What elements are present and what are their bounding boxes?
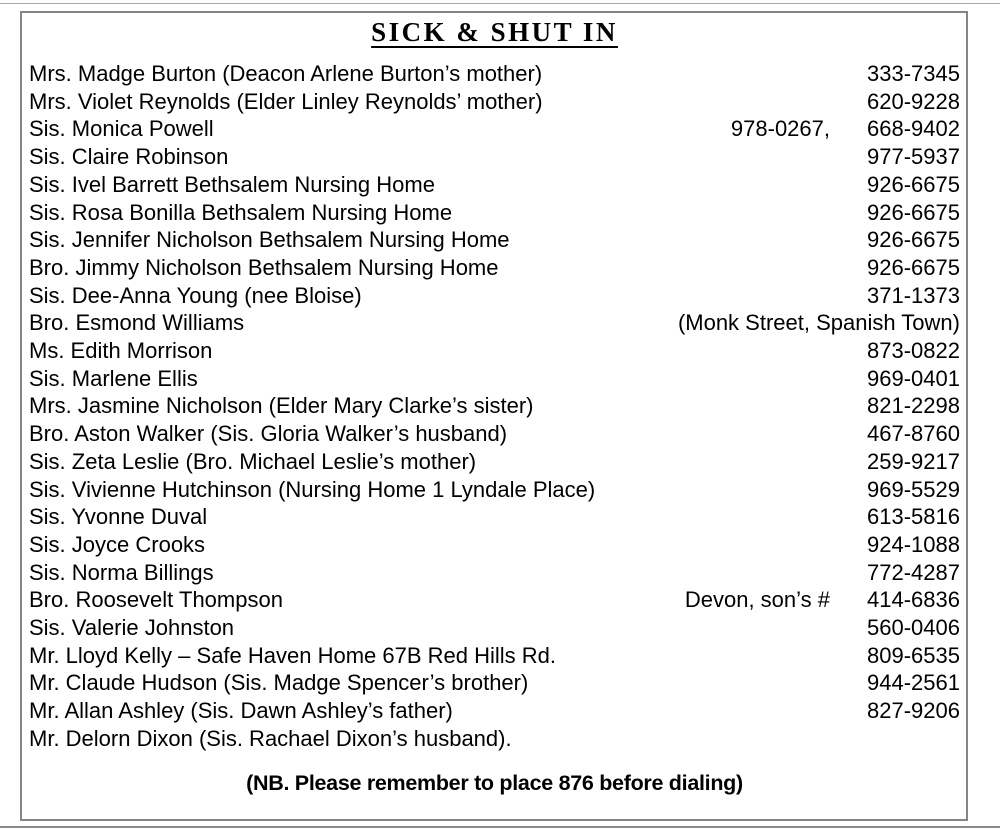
- list-item: [29, 586, 960, 614]
- entry-name: Bro. Roosevelt Thompson: [29, 587, 283, 613]
- entry-name: Mrs. Violet Reynolds (Elder Linley Reynolds’ mother): [29, 88, 543, 114]
- entry-phone: 259-9217: [867, 448, 960, 474]
- entry-phone: 873-0822: [867, 338, 960, 364]
- entry-name: Sis. Norma Billings: [29, 559, 214, 585]
- entry-name: Ms. Edith Morrison: [29, 338, 213, 364]
- entry-phone: 924-1088: [867, 531, 960, 557]
- entry-name: Mr. Allan Ashley (Sis. Dawn Ashley’s father): [29, 698, 453, 724]
- page-title: SICK & SHUT IN: [371, 17, 618, 47]
- list-item: [29, 226, 960, 254]
- entry-name: Sis. Yvonne Duval: [29, 504, 208, 530]
- entry-name: Bro. Aston Walker (Sis. Gloria Walker’s husband): [29, 421, 508, 447]
- list-item: [29, 365, 960, 393]
- list-item: [29, 199, 960, 227]
- entry-note: 978-0267,: [730, 116, 830, 142]
- entry-phone: 467-8760: [867, 421, 960, 447]
- list-item: [29, 476, 960, 504]
- entry-phone: 772-4287: [867, 559, 960, 585]
- entry-phone: 668-9402: [867, 116, 960, 142]
- list-item: [29, 171, 960, 199]
- entry-phone: 926-6675: [867, 199, 960, 225]
- entry-phone: 969-5529: [867, 476, 960, 502]
- entry-name: Mrs. Madge Burton (Deacon Arlene Burton’s mother): [29, 61, 543, 86]
- entry-note: Devon, son’s #: [684, 587, 830, 613]
- list-item: [29, 725, 960, 753]
- entry-name: Bro. Jimmy Nicholson Bethsalem Nursing Home: [29, 254, 499, 280]
- entry-name: Sis. Vivienne Hutchinson (Nursing Home 1 Lyndale Place): [29, 476, 596, 502]
- entry-phone: 620-9228: [867, 88, 960, 114]
- entry-name: Sis. Zeta Leslie (Bro. Michael Leslie’s mother): [29, 448, 477, 474]
- page-top-edge: [0, 3, 1000, 4]
- list-item: [29, 115, 960, 143]
- entry-name: Sis. Monica Powell: [29, 116, 214, 142]
- list-item: [29, 642, 960, 670]
- list-item: [29, 503, 960, 531]
- list-item: [29, 392, 960, 420]
- list-item: [29, 448, 960, 476]
- list-item: [29, 282, 960, 310]
- page-bottom-edge: [0, 826, 1000, 828]
- entry-phone: 809-6535: [867, 642, 960, 668]
- entry-phone: 926-6675: [867, 171, 960, 197]
- list-item: [29, 143, 960, 171]
- entry-name: Sis. Joyce Crooks: [29, 531, 206, 557]
- list-item: [29, 254, 960, 282]
- entry-name: Sis. Valerie Johnston: [29, 615, 235, 641]
- entry-phone: 821-2298: [867, 393, 960, 419]
- entry-phone: 944-2561: [867, 670, 960, 696]
- list-item: [29, 337, 960, 365]
- entry-name: Bro. Esmond Williams: [29, 310, 245, 336]
- list-item: [29, 697, 960, 725]
- entry-name: Sis. Rosa Bonilla Bethsalem Nursing Home: [29, 199, 453, 225]
- list-item: [29, 88, 960, 116]
- entry-name: Mrs. Jasmine Nicholson (Elder Mary Clarke’s sister): [29, 393, 534, 419]
- entry-location: (Monk Street, Spanish Town): [677, 310, 960, 336]
- entry-phone: 613-5816: [867, 504, 960, 530]
- dialing-instruction-note: (NB. Please remember to place 876 before dialing): [246, 770, 743, 795]
- list-item: [29, 60, 960, 88]
- entry-phone: 977-5937: [867, 144, 960, 170]
- entry-phone: 926-6675: [867, 254, 960, 280]
- list-item: [29, 420, 960, 448]
- entry-phone: 560-0406: [867, 615, 960, 641]
- entry-phone: 333-7345: [867, 61, 960, 86]
- list-item: [29, 531, 960, 559]
- sick-and-shut-in-list: [29, 60, 960, 753]
- list-item: [29, 559, 960, 587]
- entry-name: Sis. Claire Robinson: [29, 144, 229, 170]
- entry-name: Sis. Marlene Ellis: [29, 365, 198, 391]
- entry-phone: 827-9206: [867, 698, 960, 724]
- entry-phone: 414-6836: [867, 587, 960, 613]
- entry-name: Sis. Ivel Barrett Bethsalem Nursing Home: [29, 171, 435, 197]
- entry-phone: 926-6675: [867, 227, 960, 253]
- entry-name: Sis. Dee-Anna Young (nee Bloise): [29, 282, 362, 308]
- entry-name: Mr. Lloyd Kelly – Safe Haven Home 67B Red Hills Rd.: [29, 642, 557, 668]
- entry-name: Mr. Delorn Dixon (Sis. Rachael Dixon’s husband).: [29, 725, 512, 751]
- entry-phone: 969-0401: [867, 365, 960, 391]
- list-item: [29, 669, 960, 697]
- sick-and-shut-in-sheet: [20, 11, 968, 821]
- entry-phone: 371-1373: [867, 282, 960, 308]
- entry-name: Sis. Jennifer Nicholson Bethsalem Nursing Home: [29, 227, 510, 253]
- list-item: [29, 309, 960, 337]
- entry-name: Mr. Claude Hudson (Sis. Madge Spencer’s brother): [29, 670, 529, 696]
- list-item: [29, 614, 960, 642]
